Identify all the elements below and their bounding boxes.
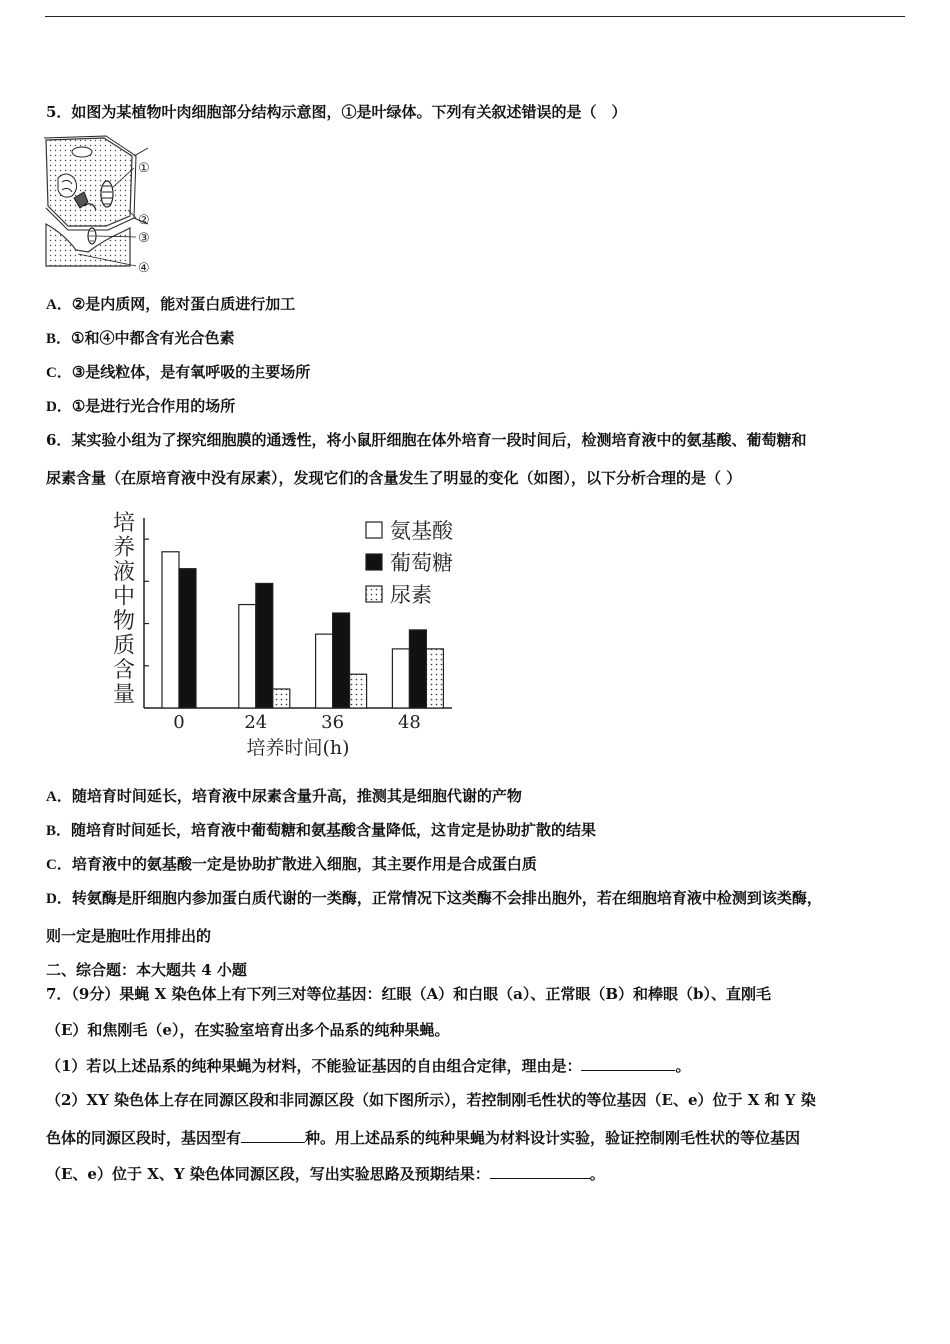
diagram-label-2: ②: [138, 213, 150, 228]
q7-sub2-blank-1[interactable]: [241, 1128, 305, 1143]
bar: [426, 649, 443, 708]
q7-sub2-line3: （E、e）位于 X、Y 染色体同源区段，写出实验思路及预期结果： 。: [46, 1165, 605, 1183]
bar: [316, 634, 333, 708]
legend-label: 葡萄糖: [390, 551, 453, 575]
bar: [350, 674, 367, 708]
q5-stem: 5．如图为某植物叶肉细胞部分结构示意图，①是叶绿体。下列有关叙述错误的是（ ）: [46, 103, 627, 121]
y-axis-label-char: 质: [112, 633, 136, 659]
header-rule: [45, 16, 905, 17]
legend-swatch: [366, 522, 382, 538]
y-axis-label: [113, 511, 135, 708]
q5-option-d: D．①是进行光合作用的场所: [46, 397, 236, 415]
bars-group: [162, 552, 443, 708]
q7-sub2-line1: （2）XY 染色体上存在同源区段和非同源区段（如下图所示），若控制刚毛性状的等位基因（E、e）位于 X 和 Y 染: [46, 1091, 816, 1109]
q6-stem-line2: 尿素含量（在原培育液中没有尿素），发现它们的含量发生了明显的变化（如图），以下分析合理的是（ ）: [46, 469, 742, 487]
q7-sub1: （1）若以上述品系的纯种果蝇为材料，不能验证基因的自由组合定律，理由是： 。: [46, 1057, 691, 1075]
legend-swatch: [366, 586, 382, 602]
y-axis-label-char: 液: [112, 560, 136, 585]
x-tick-label: 0: [173, 712, 185, 733]
y-axis-label-char: 培: [112, 511, 136, 536]
q7-sub1-blank[interactable]: [581, 1056, 675, 1071]
bar-chart: [100, 508, 480, 764]
bar: [256, 583, 273, 708]
bar: [162, 552, 179, 708]
x-tick-label: 36: [321, 712, 345, 733]
bar: [333, 613, 350, 708]
bar: [179, 569, 196, 708]
x-tick-label: 48: [397, 712, 421, 733]
legend-swatch: [366, 554, 382, 570]
legend: [366, 519, 454, 607]
legend-label: 尿素: [390, 583, 432, 607]
diagram-label-1: ①: [138, 161, 150, 176]
q7-sub2-line2: 色体的同源区段时，基因型有 种。用上述品系的纯种果蝇为材料设计实验，验证控制刚毛性状的等位基因: [46, 1129, 801, 1147]
bar: [239, 605, 256, 708]
x-axis-label: 培养时间(h): [246, 737, 350, 759]
q6-option-d: D．转氨酶是肝细胞内参加蛋白质代谢的一类酶，正常情况下这类酶不会排出胞外，若在细胞培育液中检测到该类酶，: [46, 889, 822, 907]
x-tick-label: 24: [244, 712, 268, 733]
section-2-heading: 二、综合题：本大题共 4 小题: [46, 961, 247, 979]
y-axis-label-char: 中: [112, 584, 136, 610]
bar: [409, 630, 426, 708]
q6-stem-line1: 6．某实验小组为了探究细胞膜的通透性，将小鼠肝细胞在体外培育一段时间后，检测培育液中的氨基酸、葡萄糖和: [46, 431, 807, 449]
y-axis-label-char: 物: [112, 609, 136, 634]
q6-option-a: A．随培育时间延长，培育液中尿素含量升高，推测其是细胞代谢的产物: [46, 787, 522, 805]
legend-label: 氨基酸: [390, 519, 453, 543]
q6-option-b: B．随培育时间延长，培育液中葡萄糖和氨基酸含量降低，这肯定是协助扩散的结果: [46, 821, 597, 839]
q6-option-d-cont: 则一定是胞吐作用排出的: [46, 927, 212, 945]
cell-structure-diagram: [44, 134, 164, 276]
q5-option-b: B．①和④中都含有光合色素: [46, 329, 235, 347]
bar: [273, 689, 290, 708]
q6-option-c: C．培育液中的氨基酸一定是协助扩散进入细胞，其主要作用是合成蛋白质: [46, 855, 537, 873]
q7-sub2-blank-2[interactable]: [490, 1164, 590, 1179]
q5-option-a: A．②是内质网，能对蛋白质进行加工: [46, 295, 296, 313]
q5-option-c: C．③是线粒体，是有氧呼吸的主要场所: [46, 363, 311, 381]
bar: [392, 649, 409, 708]
diagram-label-3: ③: [138, 231, 150, 246]
q7-line1: 7．（9分）果蝇 X 染色体上有下列三对等位基因：红眼（A）和白眼（a）、正常眼（B）和棒眼（b）、直刚毛: [46, 985, 771, 1003]
y-axis-label-char: 养: [112, 535, 136, 561]
y-axis-label-char: 量: [112, 682, 136, 708]
q7-line2: （E）和焦刚毛（e），在实验室培育出多个品系的纯种果蝇。: [46, 1021, 450, 1039]
y-axis-label-char: 含: [112, 658, 136, 683]
x-tick-labels: [173, 712, 421, 733]
diagram-label-4: ④: [138, 261, 150, 276]
